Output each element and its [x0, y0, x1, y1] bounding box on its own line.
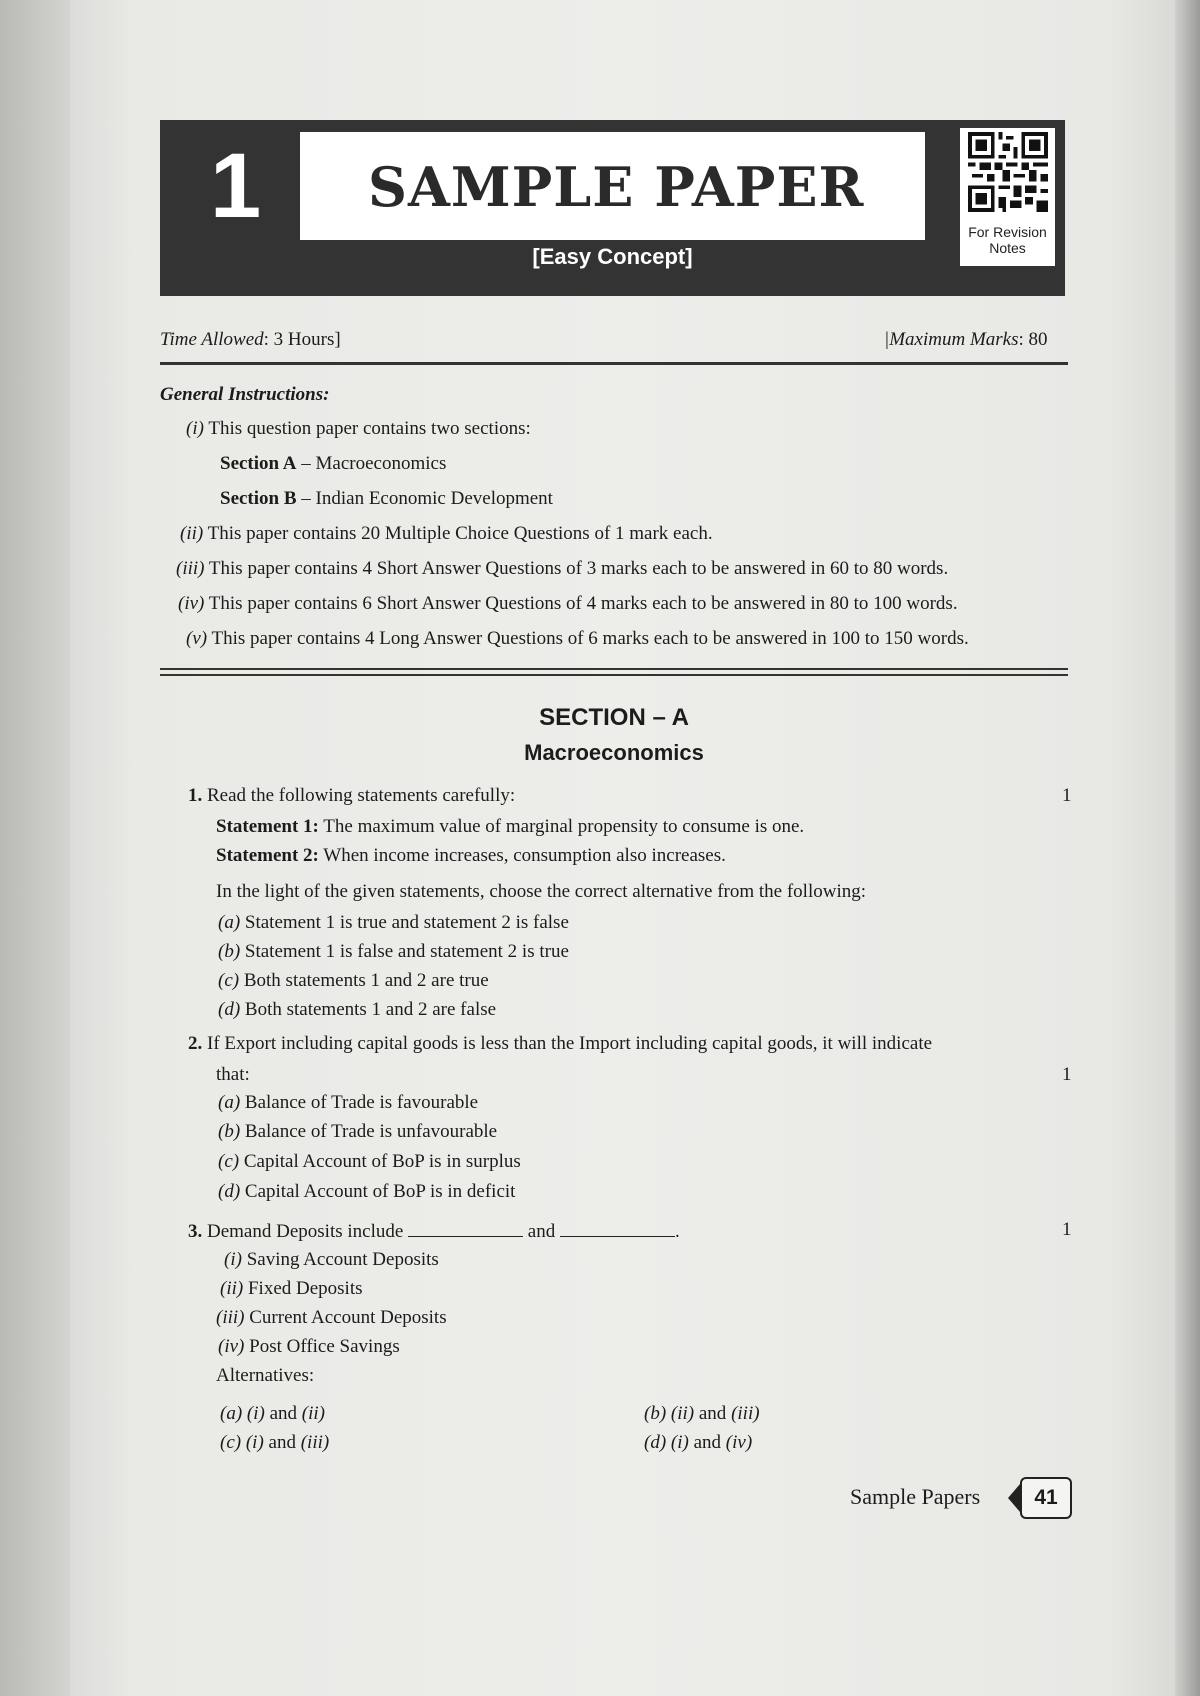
- question-2-option-c: (c) Capital Account of BoP is in surplus: [218, 1151, 521, 1172]
- footer-label: Sample Papers: [850, 1484, 981, 1509]
- question-2-option-b: (b) Balance of Trade is unfavourable: [218, 1121, 498, 1142]
- section-subtitle: Macroeconomics: [524, 740, 704, 765]
- question-1-prompt: In the light of the given statements, choose the correct alternative from the following:: [216, 881, 867, 902]
- time-label: Time Allowed: [160, 329, 264, 350]
- alternative-c: (c) (i) and (iii): [220, 1432, 330, 1453]
- question-2-option-d: (d) Capital Account of BoP is in deficit: [218, 1181, 516, 1202]
- question-2-marks: 1: [1062, 1064, 1072, 1085]
- instruction-item: (v) This paper contains 4 Long Answer Questions of 6 marks each to be answered in 100 to 150 words.: [186, 628, 969, 649]
- paper-number: 1: [210, 135, 262, 237]
- question-2: 2. If Export including capital goods is less than the Import including capital goods, it will indicate: [188, 1033, 933, 1054]
- question-1-marks: 1: [1062, 785, 1072, 806]
- instruction-item: (iv) This paper contains 6 Short Answer Questions of 4 marks each to be answered in 80 to 100 words.: [178, 593, 958, 614]
- blank-1: [408, 1218, 523, 1237]
- blank-2: [560, 1218, 675, 1237]
- question-1-option-b: (b) Statement 1 is false and statement 2 is true: [218, 941, 569, 962]
- question-1-option-a: (a) Statement 1 is true and statement 2 is false: [218, 912, 569, 933]
- divider-top: [160, 362, 1068, 365]
- alternatives-label: Alternatives:: [216, 1365, 315, 1386]
- time-value: : 3 Hours]: [263, 329, 341, 350]
- paper-subtitle: [Easy Concept]: [532, 244, 693, 269]
- instruction-item: (i) This question paper contains two sections:: [186, 418, 531, 439]
- section-title: SECTION – A: [539, 704, 689, 731]
- question-3-item-iii: (iii) Current Account Deposits: [216, 1307, 447, 1328]
- book-spine-shadow: [0, 0, 70, 1696]
- alternative-b: (b) (ii) and (iii): [644, 1403, 760, 1424]
- marks-value: : 80: [1018, 329, 1048, 350]
- question-2-option-a: (a) Balance of Trade is favourable: [218, 1092, 479, 1113]
- question-2-line-2: that:: [216, 1064, 250, 1085]
- instruction-item: (ii) This paper contains 20 Multiple Choice Questions of 1 mark each.: [180, 523, 713, 544]
- page-number: 41: [1020, 1477, 1072, 1519]
- instructions-heading: General Instructions:: [160, 384, 330, 405]
- qr-code-box: [960, 128, 1055, 266]
- question-1: 1. Read the following statements carefully:: [188, 785, 516, 806]
- statement-2: Statement 2: When income increases, consumption also increases.: [216, 845, 726, 866]
- instruction-item: (iii) This paper contains 4 Short Answer Questions of 3 marks each to be answered in 60 to 80 words.: [176, 558, 949, 579]
- page-badge-arrow-icon: [1008, 1484, 1020, 1512]
- question-3-item-i: (i) Saving Account Deposits: [224, 1249, 439, 1270]
- qr-caption: For Revision Notes: [968, 224, 1047, 256]
- question-3-marks: 1: [1062, 1219, 1072, 1240]
- question-3-item-iv: (iv) Post Office Savings: [218, 1336, 400, 1357]
- question-3-item-ii: (ii) Fixed Deposits: [220, 1278, 363, 1299]
- qr-code-icon: [968, 132, 1048, 212]
- instruction-item: Section B – Indian Economic Development: [220, 488, 553, 509]
- page-edge: [1175, 0, 1200, 1696]
- paper-title: SAMPLE PAPER: [368, 155, 865, 219]
- question-1-option-c: (c) Both statements 1 and 2 are true: [218, 970, 489, 991]
- instruction-item: Section A – Macroeconomics: [220, 453, 447, 474]
- divider-bottom-1: [160, 668, 1068, 670]
- marks-label: |Maximum Marks: [884, 329, 1019, 350]
- alternative-d: (d) (i) and (iv): [644, 1432, 753, 1453]
- alternative-a: (a) (i) and (ii): [220, 1403, 325, 1424]
- question-3: 3. Demand Deposits include and .: [188, 1218, 680, 1244]
- question-1-option-d: (d) Both statements 1 and 2 are false: [218, 999, 497, 1020]
- time-allowed: [160, 328, 341, 352]
- divider-bottom-2: [160, 674, 1068, 676]
- statement-1: Statement 1: The maximum value of marginal propensity to consume is one.: [216, 816, 805, 837]
- maximum-marks: [884, 328, 1048, 352]
